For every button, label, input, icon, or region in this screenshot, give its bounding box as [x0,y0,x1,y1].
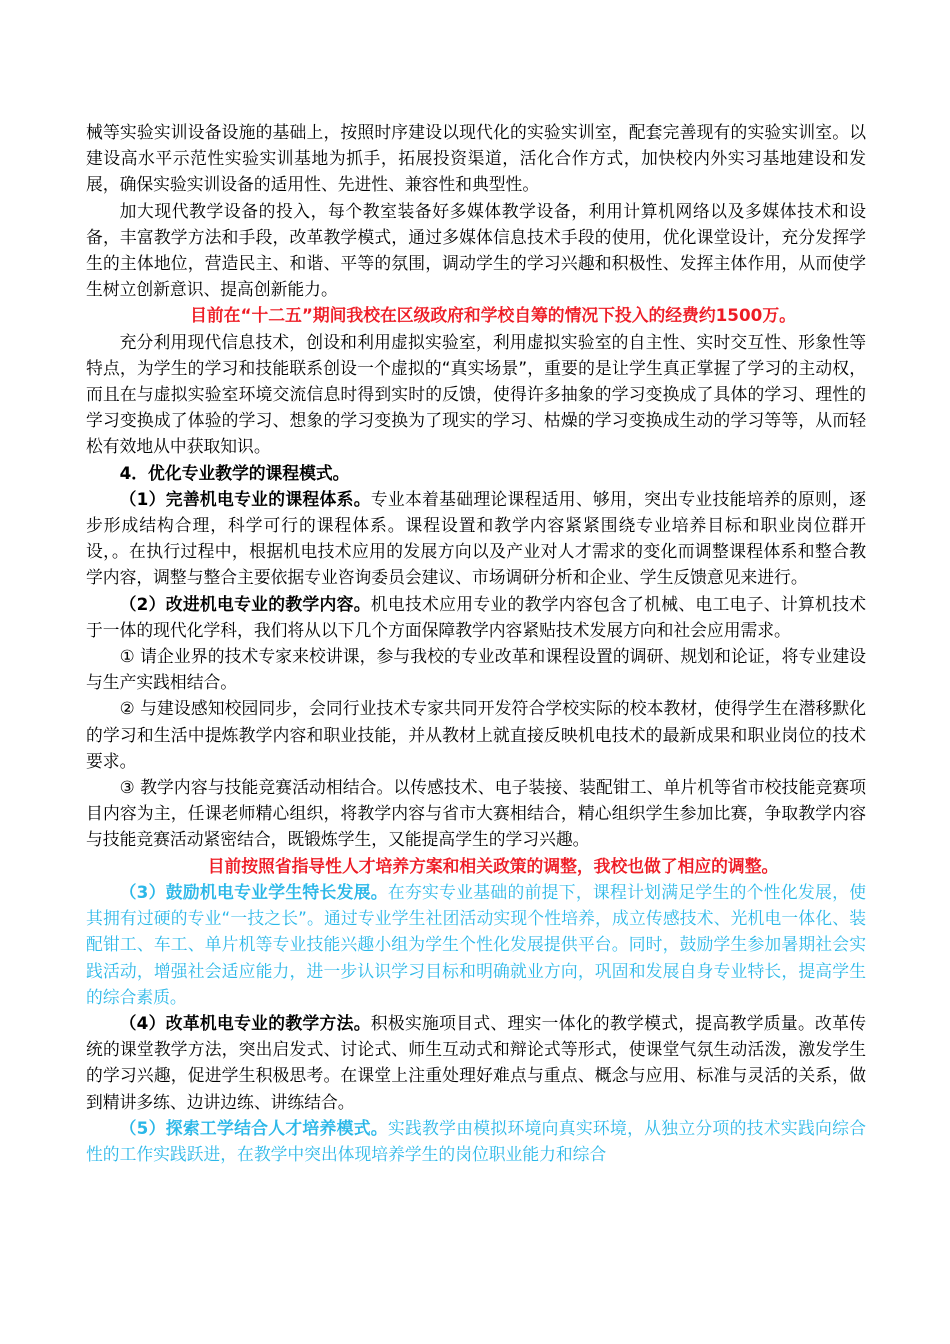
subsection-2-title: （2）改进机电专业的教学内容。 [119,593,371,614]
subsection-3 [86,879,866,1010]
list-item-3: ③ 教学内容与技能竞赛活动相结合。以传感技术、电子装接、装配钳工、单片机等省市校技能竞赛项目内容为主，任课老师精心组织，将教学内容与省市大赛相结合，精心组织学生参加比赛，争取教学内容与技能竞赛活动紧密结合，既锻炼学生，又能提高学生的学习兴趣。 [86,777,866,850]
subsection-4-title: （4）改革机电专业的教学方法。 [119,1012,371,1033]
note-adjustment: 目前按照省指导性人才培养方案和相关政策的调整，我校也做了相应的调整。 [207,855,779,876]
subsection-4-body: 积极实施项目式、理实一体化的教学模式，提高教学质量。改革传统的课堂教学方法，突出启发式、讨论式、师生互动式和辩论式等形式，使课堂气氛生动活泼，激发学生的学习兴趣，促进学生积极思考。在课堂上注重处理好难点与重点、概念与应用、标准与灵活的关系，做到精讲多练、边讲边练、讲练结合。 [86,1012,866,1112]
paragraph-multimedia-equipment: 加大现代教学设备的投入，每个教室装备好多媒体教学设备，利用计算机网络以及多媒体技术和设备，丰富教学方法和手段，改革教学模式，通过多媒体信息技术手段的使用，优化课堂设计，充分发挥学生的主体地位，营造民主、和谐、平等的氛围，调动学生的学习兴趣和积极性、发挥主体作用，从而使学生树立创新意识、提高创新能力。 [86,200,866,300]
note-funding: 目前在“十二五”期间我校在区级政府和学校自筹的情况下投入的经费约1500万。 [190,305,796,326]
subsection-5 [86,1115,866,1167]
subsection-5-body: 实践教学由模拟环境向真实环境，从独立分项的技术实践向综合性的工作实践跃进，在教学中突出体现培养学生的岗位职业能力和综合 [86,1117,866,1164]
subsection-4 [86,1010,866,1115]
paragraph-lab-facilities: 械等实验实训设备设施的基础上，按照时序建设以现代化的实验实训室，配套完善现有的实验实训室。以建设高水平示范性实验实训基地为抓手，拓展投资渠道，活化合作方式，加快校内外实习基地建设和发展，确保实验实训设备的适用性、先进性、兼容性和典型性。 [86,122,866,195]
subsection-1-title: （1）完善机电专业的课程体系。 [119,488,371,509]
subsection-2-body: 机电技术应用专业的教学内容包含了机械、电工电子、计算机技术于一体的现代化学科，我们将从以下几个方面保障教学内容紧贴技术发展方向和社会应用需求。 [86,593,866,640]
list-item-2: ② 与建设感知校园同步，会同行业技术专家共同开发符合学校实际的校本教材，使得学生在潜移默化的学习和生活中提炼教学内容和职业技能，并从教材上就直接反映机电技术的最新成果和职业岗位的技术要求。 [86,698,866,771]
subsection-1-body: 专业本着基础理论课程适用、够用，突出专业技能培养的原则，逐步形成结构合理，科学可行的课程体系。课程设置和教学内容紧紧围绕专业培养目标和职业岗位群开设，。在执行过程中，根据机电技术应用的发展方向以及产业对人才需求的变化而调整课程体系和整合教学内容，调整与整合主要依据专业咨询委员会建议、市场调研分析和企业、学生反馈意见来进行。 [86,488,866,588]
subsection-1 [86,486,866,591]
subsection-5-title: （5）探索工学结合人才培养模式。 [119,1117,388,1138]
section-heading-4: 4．优化专业教学的课程模式。 [119,462,350,483]
list-item-1: ① 请企业界的技术专家来校讲课，参与我校的专业改革和课程设置的调研、规划和论证，将专业建设与生产实践相结合。 [86,646,866,693]
paragraph-virtual-lab: 充分利用现代信息技术，创设和利用虚拟实验室，利用虚拟实验室的自主性、实时交互性、形象性等特点，为学生的学习和技能联系创设一个虚拟的“真实场景”，重要的是让学生真正掌握了学习的主动权，而且在与虚拟实验室环境交流信息时得到实时的反馈，使得许多抽象的学习变换成了具体的学习、理性的学习变换成了体验的学习、想象的学习变换为了现实的学习、枯燥的学习变换成生动的学习等等，从而轻松有效地从中获取知识。 [86,331,866,457]
document-page [86,119,866,1167]
subsection-3-title: （3）鼓励机电专业学生特长发展。 [119,881,388,902]
subsection-2 [86,591,866,643]
subsection-3-body: 在夯实专业基础的前提下，课程计划满足学生的个性化发展，使其拥有过硬的专业“一技之长”。通过专业学生社团活动实现个性培养，成立传感技术、光机电一体化、装配钳工、车工、单片机等专业技能兴趣小组为学生个性化发展提供平台。同时，鼓励学生参加暑期社会实践活动，增强社会适应能力，进一步认识学习目标和明确就业方向，巩固和发展自身专业特长，提高学生的综合素质。 [86,881,866,1007]
